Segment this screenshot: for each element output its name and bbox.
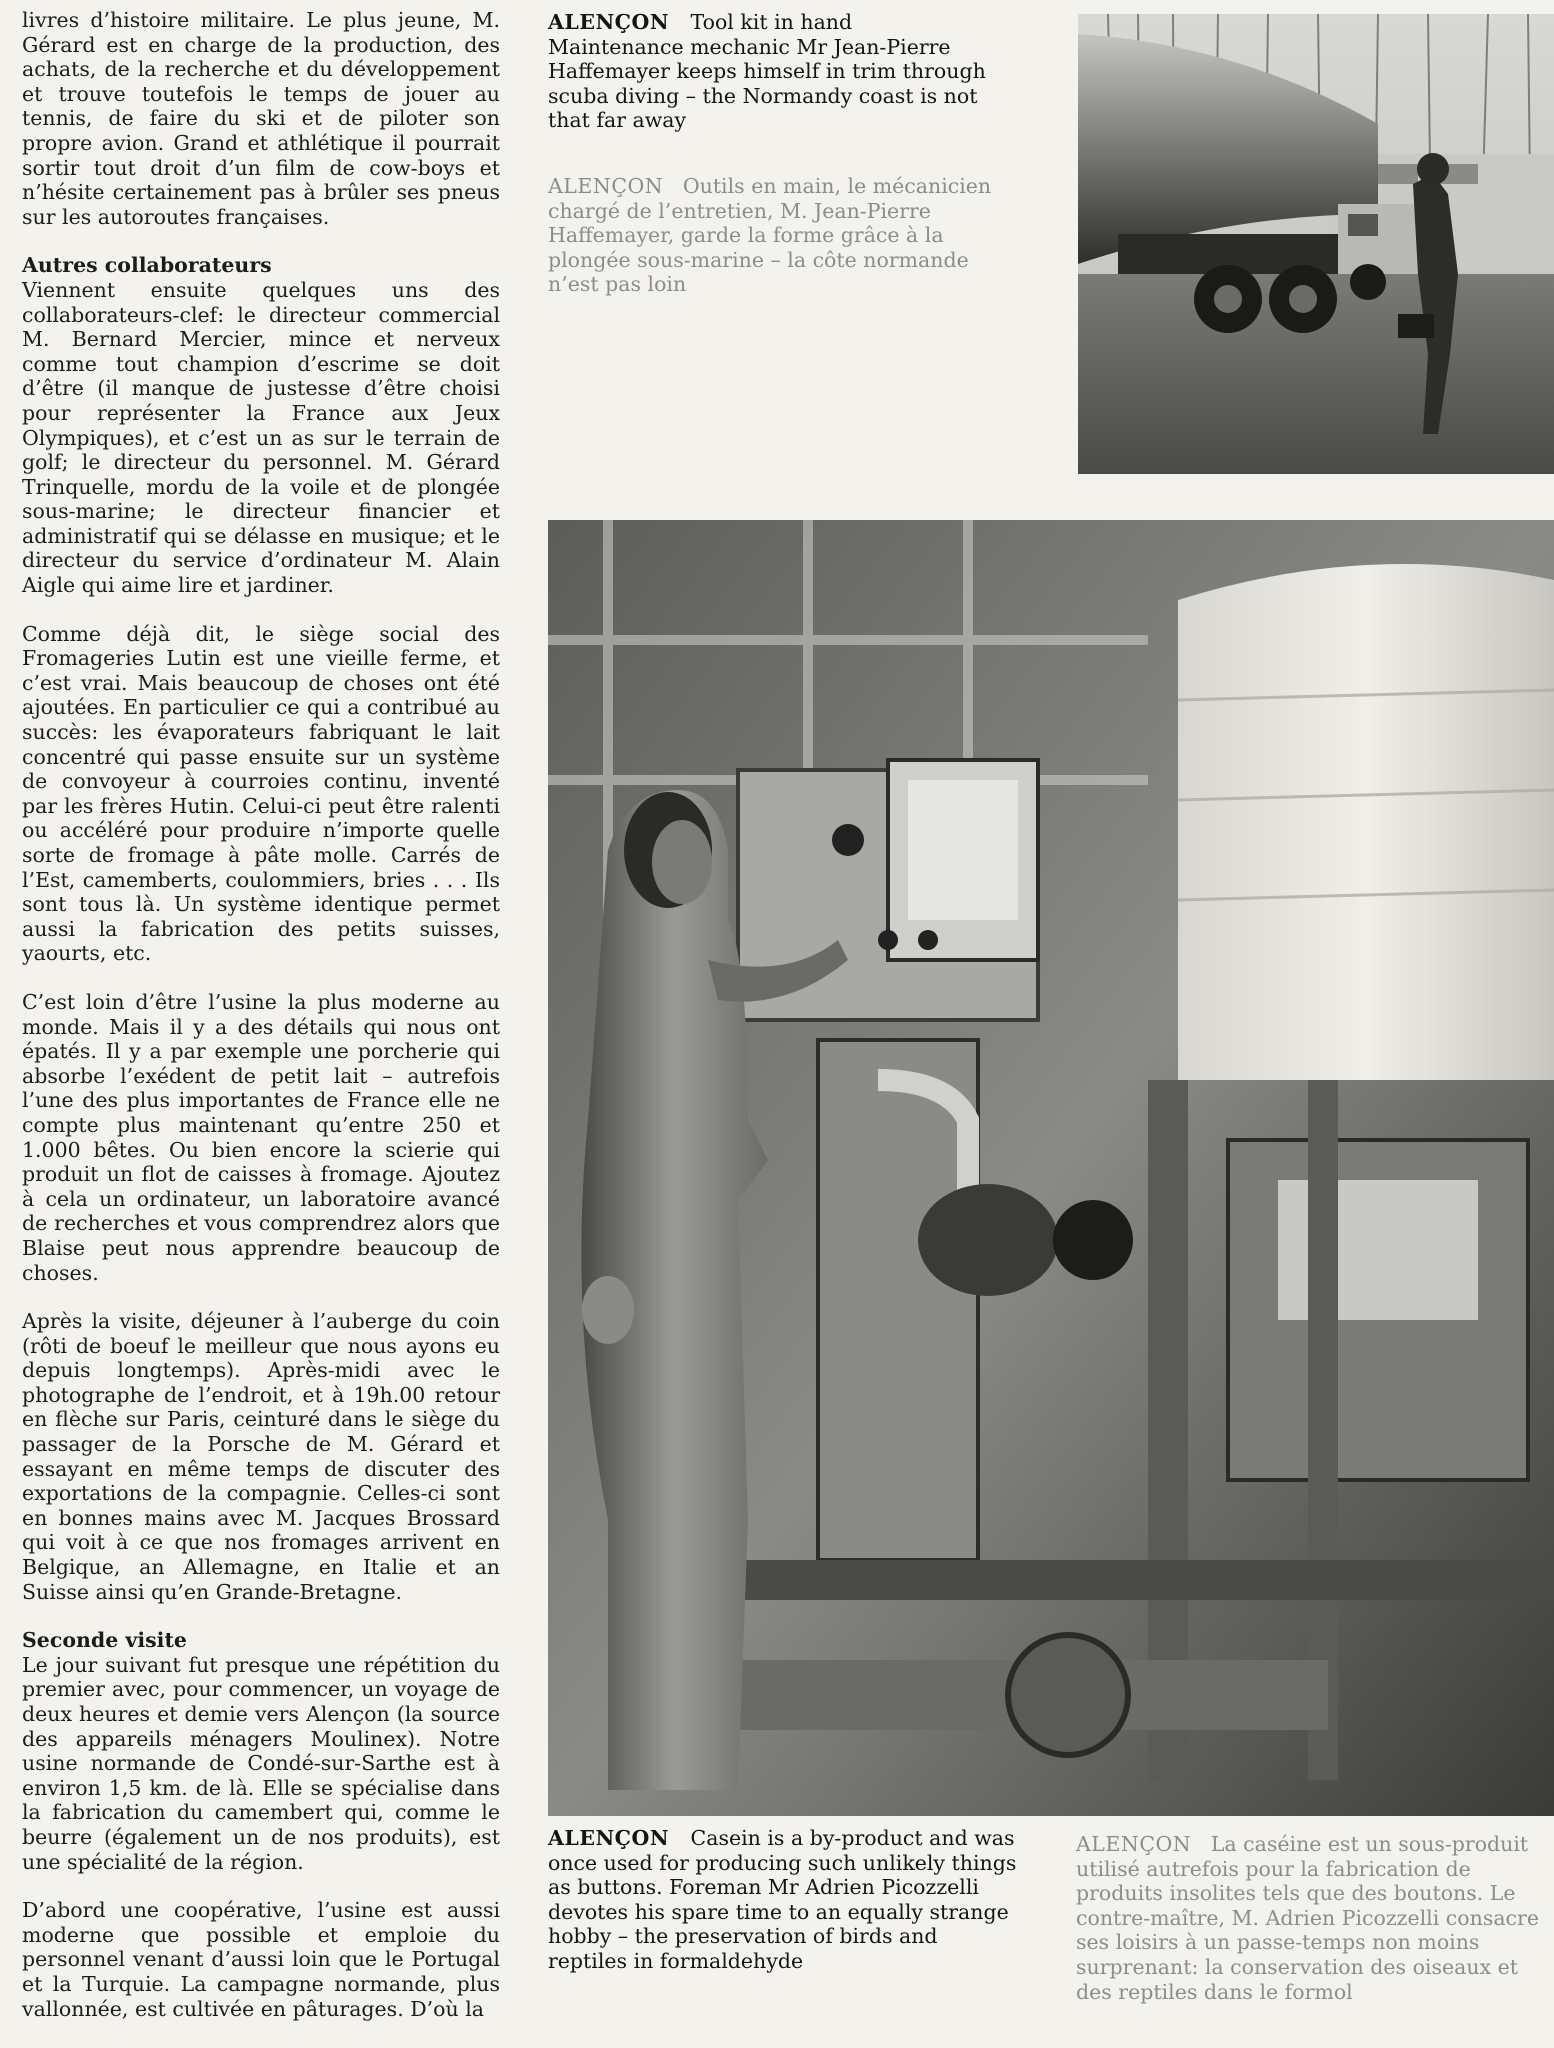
caption-top-french: [548, 174, 1018, 297]
paragraph-after-visit: Après la visite, déjeuner à l’auberge du coin (rôti de boeuf le meilleur que nous ayons eu depuis longtemps). Après-midi avec le photographe de l’endroit, et à 19h.00 retour en flèche sur Paris, ceinturé dans le siège du passager de la Porsche de M. Gérard et essayant en même temps de discuter des exportations de la compagnie. Celles-ci sont en bonnes mains avec M. Jacques Brossard qui voit à ce que nos fromages arrivent en Belgique, an Allemagne, en Italie et an Suisse ainsi qu’en Grande-Bretagne.: [22, 1309, 500, 1604]
caption-place: ALENÇON: [548, 10, 670, 34]
caption-text: Outils en main, le mécanicien chargé de l’entretien, M. Jean-Pierre Haffemayer, garde la forme grâce à la plongée sous-marine – la côte normande n’est pas loin: [548, 174, 992, 297]
paragraph-cooperative: D’abord une coopérative, l’usine est aussi moderne que possible et emploie du personnel venant d’aussi loin que le Portugal et la Turquie. La campagne normande, plus vallonnée, est cultivée en pâturages. D’où la: [22, 1898, 500, 2021]
caption-place: ALENÇON: [548, 174, 664, 198]
caption-text: Casein is a by-product and was once used for producing such unlikely things as buttons. Foreman Mr Adrien Picozzelli devotes his spare time to an equally strange hobby – the preservation of birds and reptiles in formaldehyde: [548, 1826, 1017, 1973]
heading-autres-collaborateurs: Autres collaborateurs: [22, 253, 272, 278]
paragraph-factory-details: C’est loin d’être l’usine la plus moderne au monde. Mais il y a des détails qui nous ont épatés. Il y a par exemple une porcherie qui absorbe l’exédent de petit lait – autrefois l’une des plus importantes de France elle ne compte plus maintenant qu’entre 250 et 1.000 bêtes. Ou bien encore la scierie qui produit un flot de caisses à fromage. Ajoutez à cela un ordinateur, un laboratoire avancé de recherches et vous comprendrez alors que Blaise peut nous apprendre beaucoup de choses.: [22, 989, 500, 1285]
article-left-column: [22, 8, 500, 2021]
paragraph-military-history: livres d’histoire militaire. Le plus jeune, M. Gérard est en charge de la production, des achats, de la recherche et du développement et trouve toutefois le temps de jouer au tennis, de faire du ski et de piloter son propre avion. Grand et athlétique il pourrait sortir tout droit d’un film de cow-boys et n’hésite certainement pas à brûler ses pneus sur les autoroutes françaises.: [22, 8, 500, 229]
caption-bottom-english: [548, 1826, 1022, 1974]
paragraph-head-office: Comme déjà dit, le siège social des Fromageries Lutin est une vieille ferme, et c’est vrai. Mais beaucoup de choses ont été ajoutées. En particulier ce qui a contribué au succès: les évaporateurs fabriquant le lait concentré qui passe ensuite sur un système de convoyeur à courroies continu, inventé par les frères Hutin. Celui-ci peut être ralenti ou accéléré pour produire n’importe quelle sorte de fromage à pâte molle. Carrés de l’Est, camemberts, coulommiers, bries . . . Ils sont tous là. Un système identique permet aussi la fabrication des petits suisses, yaourts, etc.: [22, 621, 500, 966]
caption-text: La caséine est un sous-produit utilisé autrefois pour la fabrication de produits insolites tels que des boutons. Le contre-maître, M. Adrien Picozzelli consacre ses loisirs à un passe-temps non moins surprenant: la conservation des oiseaux et des reptiles dans le formol: [1076, 1832, 1539, 2004]
caption-place: ALENÇON: [1076, 1832, 1192, 1856]
paragraph-second-visit: Le jour suivant fut presque une répétition du premier avec, pour commencer, un voyage de deux heures et demie vers Alençon (la source des appareils ménagers Moulinex). Notre usine normande de Condé-sur-Sarthe est à environ 1,5 km. de là. Elle se spécialise dans la fabrication du camembert qui, comme le beurre (également un de nos produits), est une spécialité de la région.: [22, 1652, 500, 1874]
caption-text: Tool kit in hand Maintenance mechanic Mr Jean-Pierre Haffemayer keeps himself in trim through scuba diving – the Normandy coast is not that far away: [548, 10, 986, 133]
caption-bottom-french: [1076, 1832, 1544, 2004]
photo-mechanic-with-tanker: [1078, 14, 1554, 474]
caption-top-english: [548, 10, 988, 133]
heading-seconde-visite: Seconde visite: [22, 1628, 187, 1653]
caption-place: ALENÇON: [548, 1826, 670, 1850]
paragraph-collaborators: Viennent ensuite quelques uns des collaborateurs-clef: le directeur commercial M. Bernard Mercier, mince et nerveux comme tout champion d’escrime se doit d’être (il manque de justesse d’être choisi pour représenter la France aux Jeux Olympiques), et c’est un as sur le terrain de golf; le directeur du personnel. M. Gérard Trinquelle, mordu de la voile et de plongée sous-marine; le directeur financier et administratif qui se délasse en musique; et le directeur du service d’ordinateur M. Alain Aigle qui aime lire et jardiner.: [22, 277, 500, 598]
photo-foreman-at-machinery: [548, 520, 1554, 1816]
